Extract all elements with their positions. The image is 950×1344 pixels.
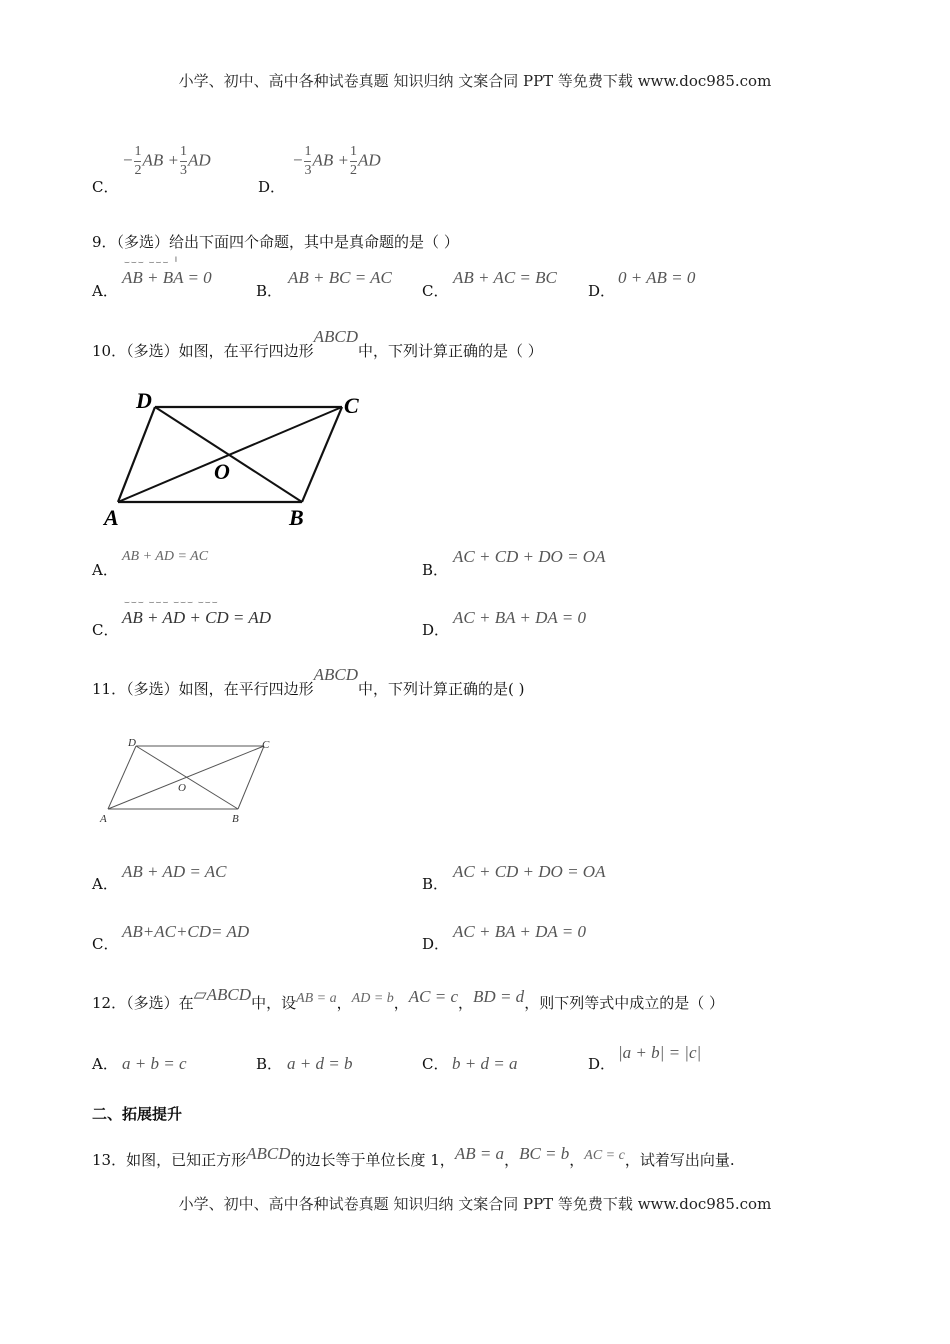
q10-option-a-expr: AB + AD = AC [122, 549, 209, 564]
vertex-label-d: D [136, 388, 152, 413]
q11-option-c-expr: AB+AC+CD= AD [122, 922, 250, 941]
q9-option-c-label: C． [422, 282, 449, 300]
q12-option-d-label: D． [588, 1055, 616, 1073]
page-footer: 小学、初中、高中各种试卷真题 知识归纳 文案合同 PPT 等免费下载 www.doc985.com [178, 1195, 772, 1213]
q10-option-a-label: A． [92, 561, 118, 579]
q12-option-d-expr: |a + b| = |c| [618, 1043, 702, 1062]
vector-arrow-marks: ⌣⌣⌣ ⌣⌣⌣ ⌣⌣⌣ ⌣⌣⌣ [124, 598, 219, 608]
q11-option-d-expr: AC + BA + DA = 0 [453, 922, 586, 941]
q12-option-a-expr: a + b = c [122, 1054, 187, 1073]
q10-option-d-expr: AC + BA + DA = 0 [453, 608, 586, 627]
q12-option-a-label: A． [92, 1055, 118, 1073]
q10-option-c-expr: AB + AD + CD = AD [122, 608, 272, 627]
q12-option-b-expr: a + d = b [287, 1054, 353, 1073]
vertex-label-a: A [104, 505, 119, 530]
q12-stem: 12．（多选）在▱ABCD中，设AB = a，AD = b，AC = c，BD = d，则下列等式中成立的是（ ） [92, 985, 724, 1012]
q12-option-c-label: C． [422, 1055, 449, 1073]
q11-option-b-expr: AC + CD + DO = OA [453, 862, 606, 881]
q11-option-a-label: A． [92, 875, 118, 893]
q11-stem: 11．（多选）如图，在平行四边形ABCD中，下列计算正确的是( ) [92, 665, 525, 698]
center-label-o: O [178, 782, 186, 794]
q9-option-a-expr: AB + BA = 0 [122, 268, 212, 287]
section-title: 二、拓展提升 [92, 1105, 183, 1123]
q10-option-b-expr: AC + CD + DO = OA [453, 547, 606, 566]
q10-stem: 10．（多选）如图，在平行四边形ABCD中，下列计算正确的是（ ） [92, 327, 543, 360]
q11-option-d-label: D． [422, 935, 450, 953]
vertex-label-c: C [344, 393, 359, 418]
q9-option-c-expr: AB + AC = BC [453, 268, 557, 287]
q8-option-c-label: C． [92, 178, 119, 196]
q10-option-d-label: D． [422, 621, 450, 639]
q8-option-d-label: D． [258, 178, 286, 196]
q8-option-d-expr: − $\frac{1}{3}$ AB + $\frac{1}{2}$ AD [292, 144, 381, 178]
q11-parallelogram-figure [96, 734, 286, 826]
vertex-label-c: C [262, 739, 270, 751]
vertex-label-a: A [100, 813, 107, 825]
vertex-label-d: D [128, 737, 136, 749]
q9-option-a-label: A． [92, 282, 118, 300]
q9-option-d-expr: 0 + AB = 0 [618, 268, 696, 287]
q9-option-d-label: D． [588, 282, 616, 300]
q9-stem: 9．（多选）给出下面四个命题，其中是真命题的是（ ） [92, 233, 459, 251]
q13-stem: 13．如图，已知正方形ABCD的边长等于单位长度 1，AB = a，BC = b，AC = c，试着写出向量. [92, 1144, 735, 1169]
page-header: 小学、初中、高中各种试卷真题 知识归纳 文案合同 PPT 等免费下载 www.doc985.com [178, 72, 772, 90]
q11-option-c-label: C． [92, 935, 119, 953]
q10-option-c-label: C． [92, 621, 119, 639]
vector-arrow-marks: ⌣⌣⌣ ⌣⌣⌣ ╵ [124, 258, 180, 268]
q10-option-b-label: B． [422, 561, 449, 579]
center-label-o: O [214, 459, 230, 484]
q12-option-c-expr: b + d = a [452, 1054, 518, 1073]
q8-option-c-expr: − $\frac{1}{2}$ AB + $\frac{1}{3}$ AD [122, 144, 211, 178]
vertex-label-b: B [289, 505, 304, 530]
q11-option-b-label: B． [422, 875, 449, 893]
q10-parallelogram-figure [100, 385, 370, 530]
q12-option-b-label: B． [256, 1055, 283, 1073]
q9-option-b-expr: AB + BC = AC [288, 268, 392, 287]
q9-option-b-label: B． [256, 282, 283, 300]
q11-option-a-expr: AB + AD = AC [122, 862, 227, 881]
vertex-label-b: B [232, 813, 239, 825]
